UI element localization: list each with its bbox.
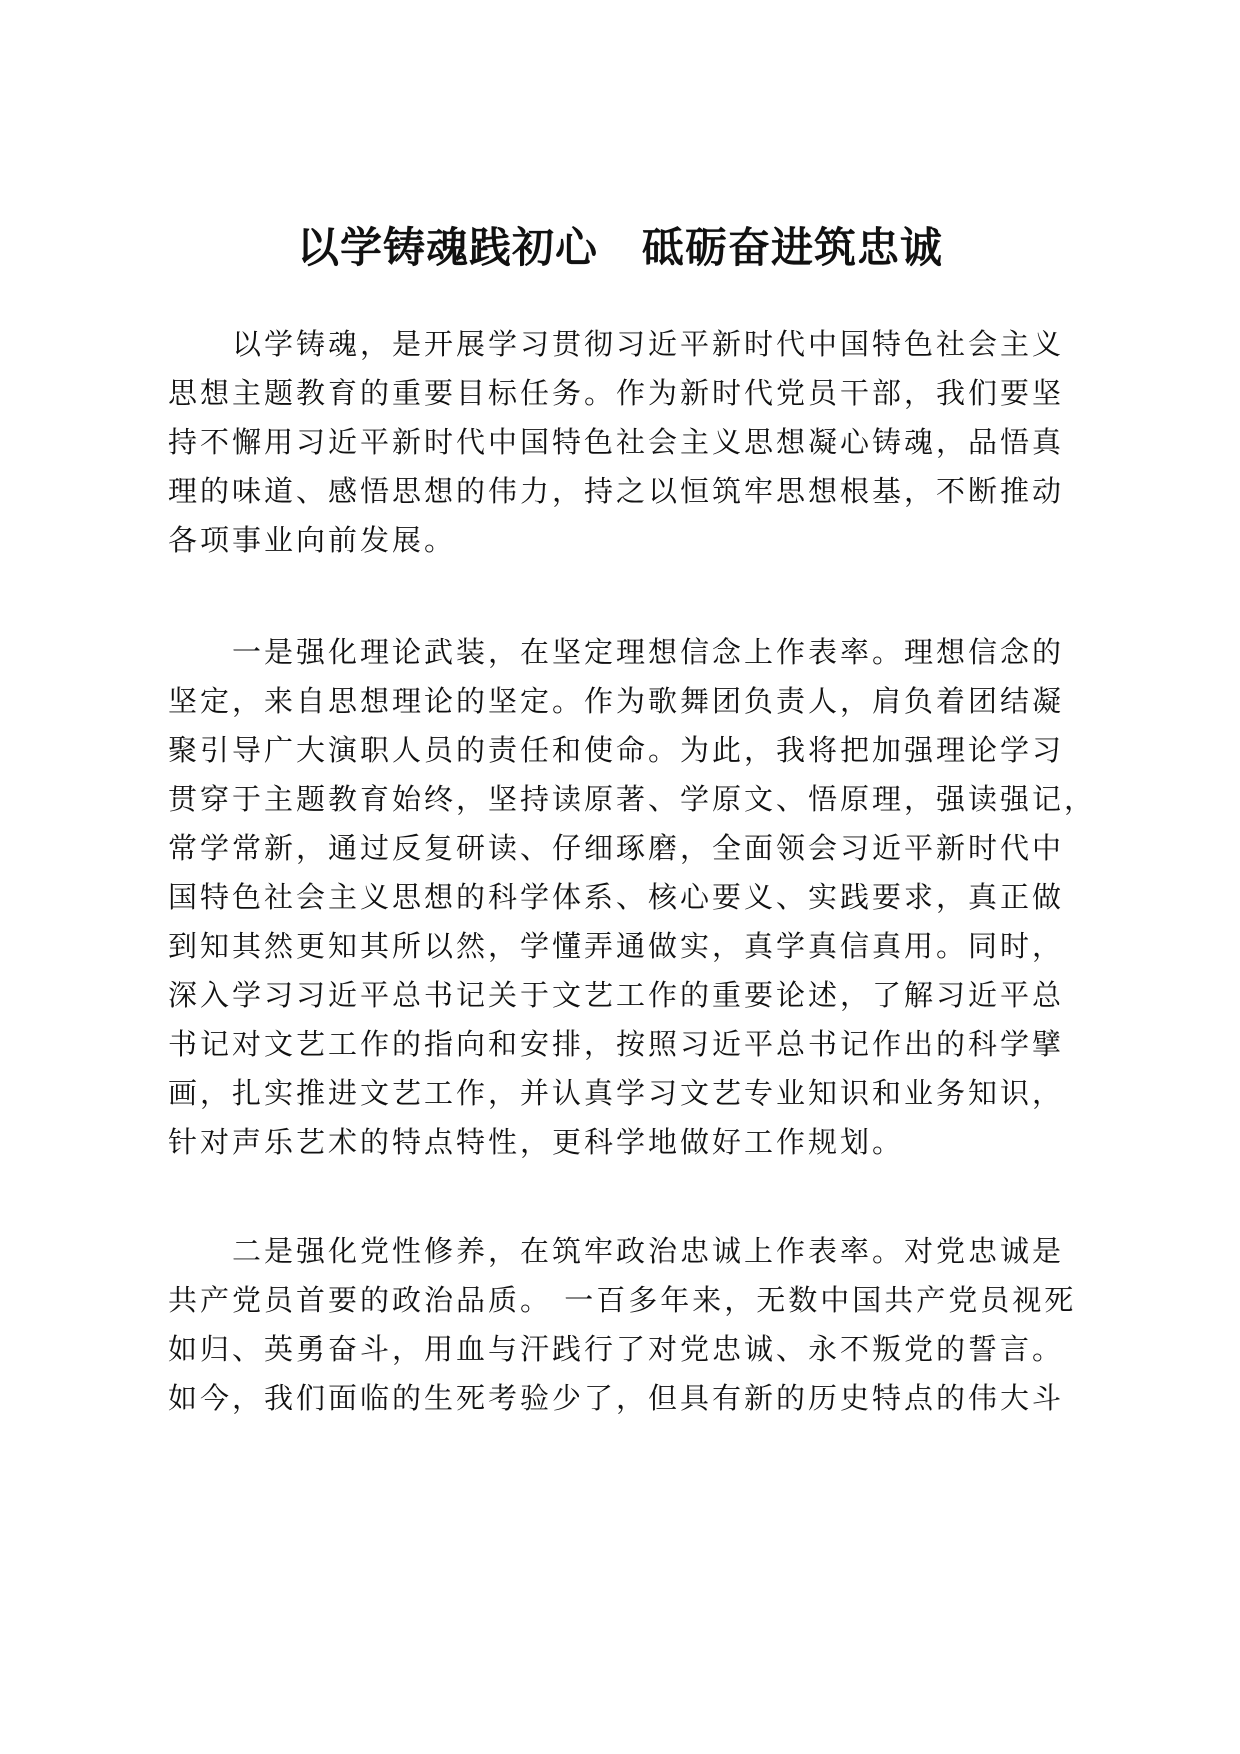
paragraph-line: 聚引导广大演职人员的责任和使命。为此，我将把加强理论学习 <box>168 733 1065 767</box>
paragraph-first-point <box>168 628 1097 1167</box>
paragraph-second-point <box>168 1227 1080 1423</box>
paragraph-line: 书记对文艺工作的指向和安排，按照习近平总书记作出的科学擘 <box>168 1027 1065 1061</box>
paragraph-line: 到知其然更知其所以然，学懂弄通做实，真学真信真用。同时， <box>168 929 1065 963</box>
paragraph-line: 深入学习习近平总书记关于文艺工作的重要论述，了解习近平总 <box>168 978 1065 1012</box>
title-part-2: 砥砺奋进筑忠诚 <box>642 223 944 272</box>
paragraph-line: 各项事业向前发展。 <box>168 523 457 557</box>
paragraph-line: 国特色社会主义思想的科学体系、核心要义、实践要求，真正做 <box>168 880 1065 914</box>
title-part-1: 以学铸魂践初心 <box>296 223 598 272</box>
paragraph-line: 二是强化党性修养，在筑牢政治忠诚上作表率。对党忠诚是 <box>232 1234 1065 1268</box>
paragraph-line: 画，扎实推进文艺工作，并认真学习文艺专业知识和业务知识， <box>168 1076 1065 1110</box>
document-title <box>0 218 1240 278</box>
paragraph-line: 共产党员首要的政治品质。 一百多年来，无数中国共产党员视死 <box>168 1283 1077 1317</box>
paragraph-line: 以学铸魂，是开展学习贯彻习近平新时代中国特色社会主义 <box>232 327 1065 361</box>
paragraph-line: 持不懈用习近平新时代中国特色社会主义思想凝心铸魂，品悟真 <box>168 425 1065 459</box>
paragraph-line: 理的味道、感悟思想的伟力，持之以恒筑牢思想根基，不断推动 <box>168 474 1065 508</box>
paragraph-line: 如归、英勇奋斗，用血与汗践行了对党忠诚、永不叛党的誓言。 <box>168 1332 1065 1366</box>
paragraph-line: 针对声乐艺术的特点特性，更科学地做好工作规划。 <box>168 1125 905 1159</box>
paragraph-line: 常学常新，通过反复研读、仔细琢磨，全面领会习近平新时代中 <box>168 831 1065 865</box>
paragraph-intro <box>168 320 1080 565</box>
paragraph-line: 如今，我们面临的生死考验少了，但具有新的历史特点的伟大斗 <box>168 1381 1065 1415</box>
paragraph-line: 思想主题教育的重要目标任务。作为新时代党员干部，我们要坚 <box>168 376 1065 410</box>
paragraph-line: 坚定，来自思想理论的坚定。作为歌舞团负责人，肩负着团结凝 <box>168 684 1065 718</box>
paragraph-line: 一是强化理论武装，在坚定理想信念上作表率。理想信念的 <box>232 635 1065 669</box>
paragraph-line: 贯穿于主题教育始终，坚持读原著、学原文、悟原理，强读强记， <box>168 782 1097 816</box>
